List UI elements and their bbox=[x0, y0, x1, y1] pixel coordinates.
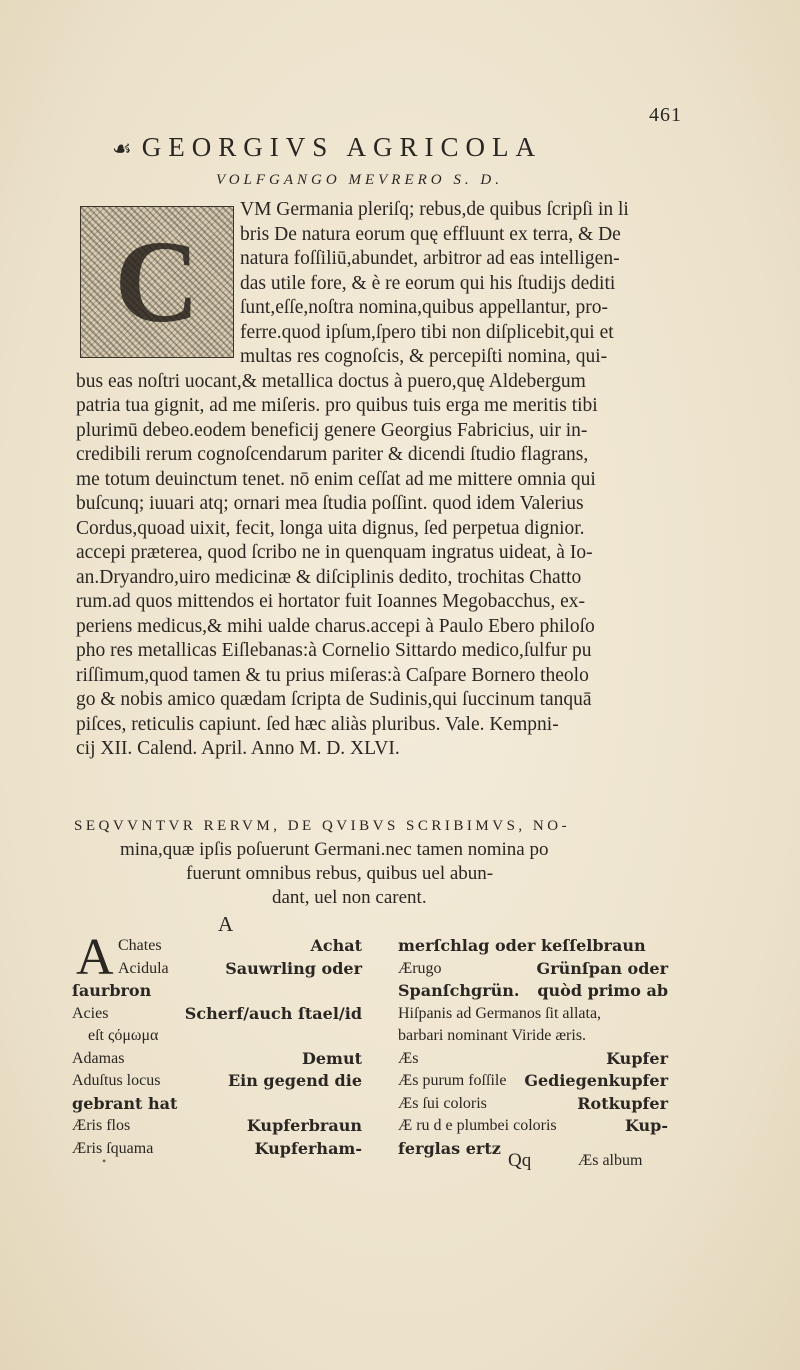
index-latin-term: Æs bbox=[398, 1049, 419, 1067]
index-latin-term: Æris flos bbox=[72, 1117, 131, 1134]
decorated-initial bbox=[80, 206, 234, 358]
index-latin-term: Hiſpanis ad Germanos ſit allata, bbox=[398, 1004, 602, 1022]
letter-line: das utile fore, & è re eorum qui his ſtudijs dediti bbox=[240, 272, 616, 294]
letter-line: go & nobis amico quædam ſcripta de Sudinis,qui ſuccinum tanquā bbox=[76, 689, 592, 710]
index-german-term: Ein gegend die bbox=[227, 1071, 362, 1090]
section-heading-line: dant, uel non carent. bbox=[272, 887, 427, 908]
index-german-term: Gediegenkupfer bbox=[524, 1071, 668, 1090]
letter-line: accepi præterea, quod ſcribo ne in quenquam ingratus uideat, à Io- bbox=[76, 542, 593, 563]
index-latin-term: Acidula bbox=[118, 959, 169, 977]
index-big-initial: A bbox=[76, 929, 114, 986]
index-latin-term: ferglas ertz bbox=[398, 1138, 501, 1158]
index-german-term: Achat bbox=[310, 936, 362, 955]
title-text: GEORGIVS AGRICOLA bbox=[141, 132, 542, 162]
fleuron-icon: ☙ bbox=[112, 136, 132, 161]
index-latin-term: Chates bbox=[118, 937, 162, 954]
letter-line: cij XII. Calend. April. Anno M. D. XLVI. bbox=[76, 738, 400, 759]
index-german-term: Kupfer bbox=[606, 1048, 668, 1068]
index-latin-term: Æ ru d e plumbei coloris bbox=[398, 1117, 557, 1134]
index-latin-term: Spanſchgrün. bbox=[398, 981, 520, 1000]
section-heading-line: SEQVVNTVR RERVM, DE QVIBVS SCRIBIMVS, NO- bbox=[74, 818, 571, 834]
letter-line: ferre.quod ipſum,ſpero tibi non diſplicebit,qui et bbox=[240, 321, 614, 343]
index-latin-term: Ærugo bbox=[398, 959, 442, 977]
letter-line: an.Dryandro,uiro medicinæ & diſciplinis dedito, trochitas Chatto bbox=[76, 566, 582, 588]
signature-mark: • bbox=[102, 1154, 107, 1168]
letter-line: piſces, reticulis capiunt. ſed hæc aliàs pluribus. Vale. Kempni- bbox=[76, 713, 559, 735]
letter-line: rum.ad quos mittendos ei hortator fuit Ioannes Megobacchus, ex- bbox=[76, 591, 586, 612]
index-german-term: Kupferham- bbox=[254, 1138, 362, 1158]
letter-line: me totum deuinctum tenet. nō enim ceſſat ad me mittere omnia qui bbox=[76, 468, 596, 490]
index-german-term: Kup- bbox=[624, 1116, 668, 1135]
letter-line: bris De natura eorum quę effluunt ex terra, & De bbox=[240, 223, 621, 245]
letter-line: bus eas noſtri uocant,& metallica doctus à puero,quę Aldebergum bbox=[76, 370, 586, 392]
index-latin-term: Aduſtus locus bbox=[72, 1072, 161, 1089]
letter-line: multas res cognoſcis, & percepiſti nomina, qui- bbox=[240, 346, 608, 367]
index-latin-term: ſaurbron bbox=[72, 981, 152, 1000]
index-latin-term: Æris ſquama bbox=[72, 1139, 154, 1157]
page-number: 461 bbox=[649, 104, 682, 126]
section-heading-line: fuerunt omnibus rebus, quibus uel abun- bbox=[186, 863, 494, 884]
signature-mark-qq: Qq bbox=[508, 1150, 532, 1171]
letter-line: Cordus,quoad uixit, fecit, longa uita dignus, ſed perpetua dignior. bbox=[76, 517, 585, 539]
index-latin-term: Æs purum foſſile bbox=[398, 1072, 507, 1089]
letter-line: ſunt,eſſe,noſtra nomina,quibus appellantur, pro- bbox=[240, 297, 609, 318]
initial-letter: C bbox=[114, 216, 200, 347]
letter-line: patria tua gignit, ad me miſeris. pro quibus tuis erga me meritis tibi bbox=[76, 395, 598, 416]
index-latin-term: barbari nominant Viride æris. bbox=[398, 1027, 587, 1044]
letter-line: periens medicus,& mihi ualde charus.accepi à Paulo Ebero philoſo bbox=[76, 615, 595, 637]
letter-line: pho res metallicas Eiſlebanas:à Cornelio Sittardo medico,ſulfur pu bbox=[76, 640, 592, 661]
index-latin-term: Acies bbox=[72, 1004, 109, 1022]
index-german-term: Demut bbox=[301, 1048, 362, 1068]
index-german-term: Rotkupfer bbox=[577, 1093, 668, 1113]
letter-line: natura foſſiliū,abundet, arbitror ad eas intelligen- bbox=[240, 248, 620, 269]
index-latin-term: gebrant hat bbox=[72, 1093, 178, 1113]
index-german-term: Grünſpan oder bbox=[536, 958, 668, 978]
index-latin-term: Æs ſui coloris bbox=[398, 1094, 487, 1112]
letter-line: riſſimum,quod tamen & tu prius miſeras:à Caſpare Bornero theolo bbox=[76, 664, 589, 686]
index-letter: A bbox=[218, 912, 234, 936]
letter-line: VM Germania pleriſq; rebus,de quibus ſcripſi in li bbox=[240, 199, 629, 220]
index-german-term: quòd primo ab bbox=[537, 981, 668, 1000]
section-heading-line: mina,quæ ipſis poſuerunt Germani.nec tamen nomina po bbox=[120, 839, 549, 860]
index-german-term: Scherf/auch ſtael/id bbox=[184, 1003, 362, 1023]
index-german-term: Kupferbraun bbox=[246, 1116, 362, 1135]
letter-line: buſcunq; iuuari atq; ornari mea ſtudia poſſint. quod idem Valerius bbox=[76, 493, 584, 514]
index-latin-term: eſt ςόμωμα bbox=[88, 1027, 159, 1044]
letter-line: plurimū debeo.eodem beneficij genere Georgius Fabricius, uir in- bbox=[76, 419, 588, 441]
catchword: Æs album bbox=[578, 1152, 643, 1169]
index-german-term: Sauwrling oder bbox=[225, 958, 362, 978]
letter-addressee: VOLFGANGO MEVRERO S. D. bbox=[216, 172, 503, 188]
letter-line: credibili rerum cognoſcendarum pariter & dicendi ſtudio flagrans, bbox=[76, 444, 589, 465]
page-title bbox=[112, 132, 672, 163]
index-latin-term: merſchlag oder keſſelbraun bbox=[398, 936, 646, 955]
index-latin-term: Adamas bbox=[72, 1049, 125, 1067]
